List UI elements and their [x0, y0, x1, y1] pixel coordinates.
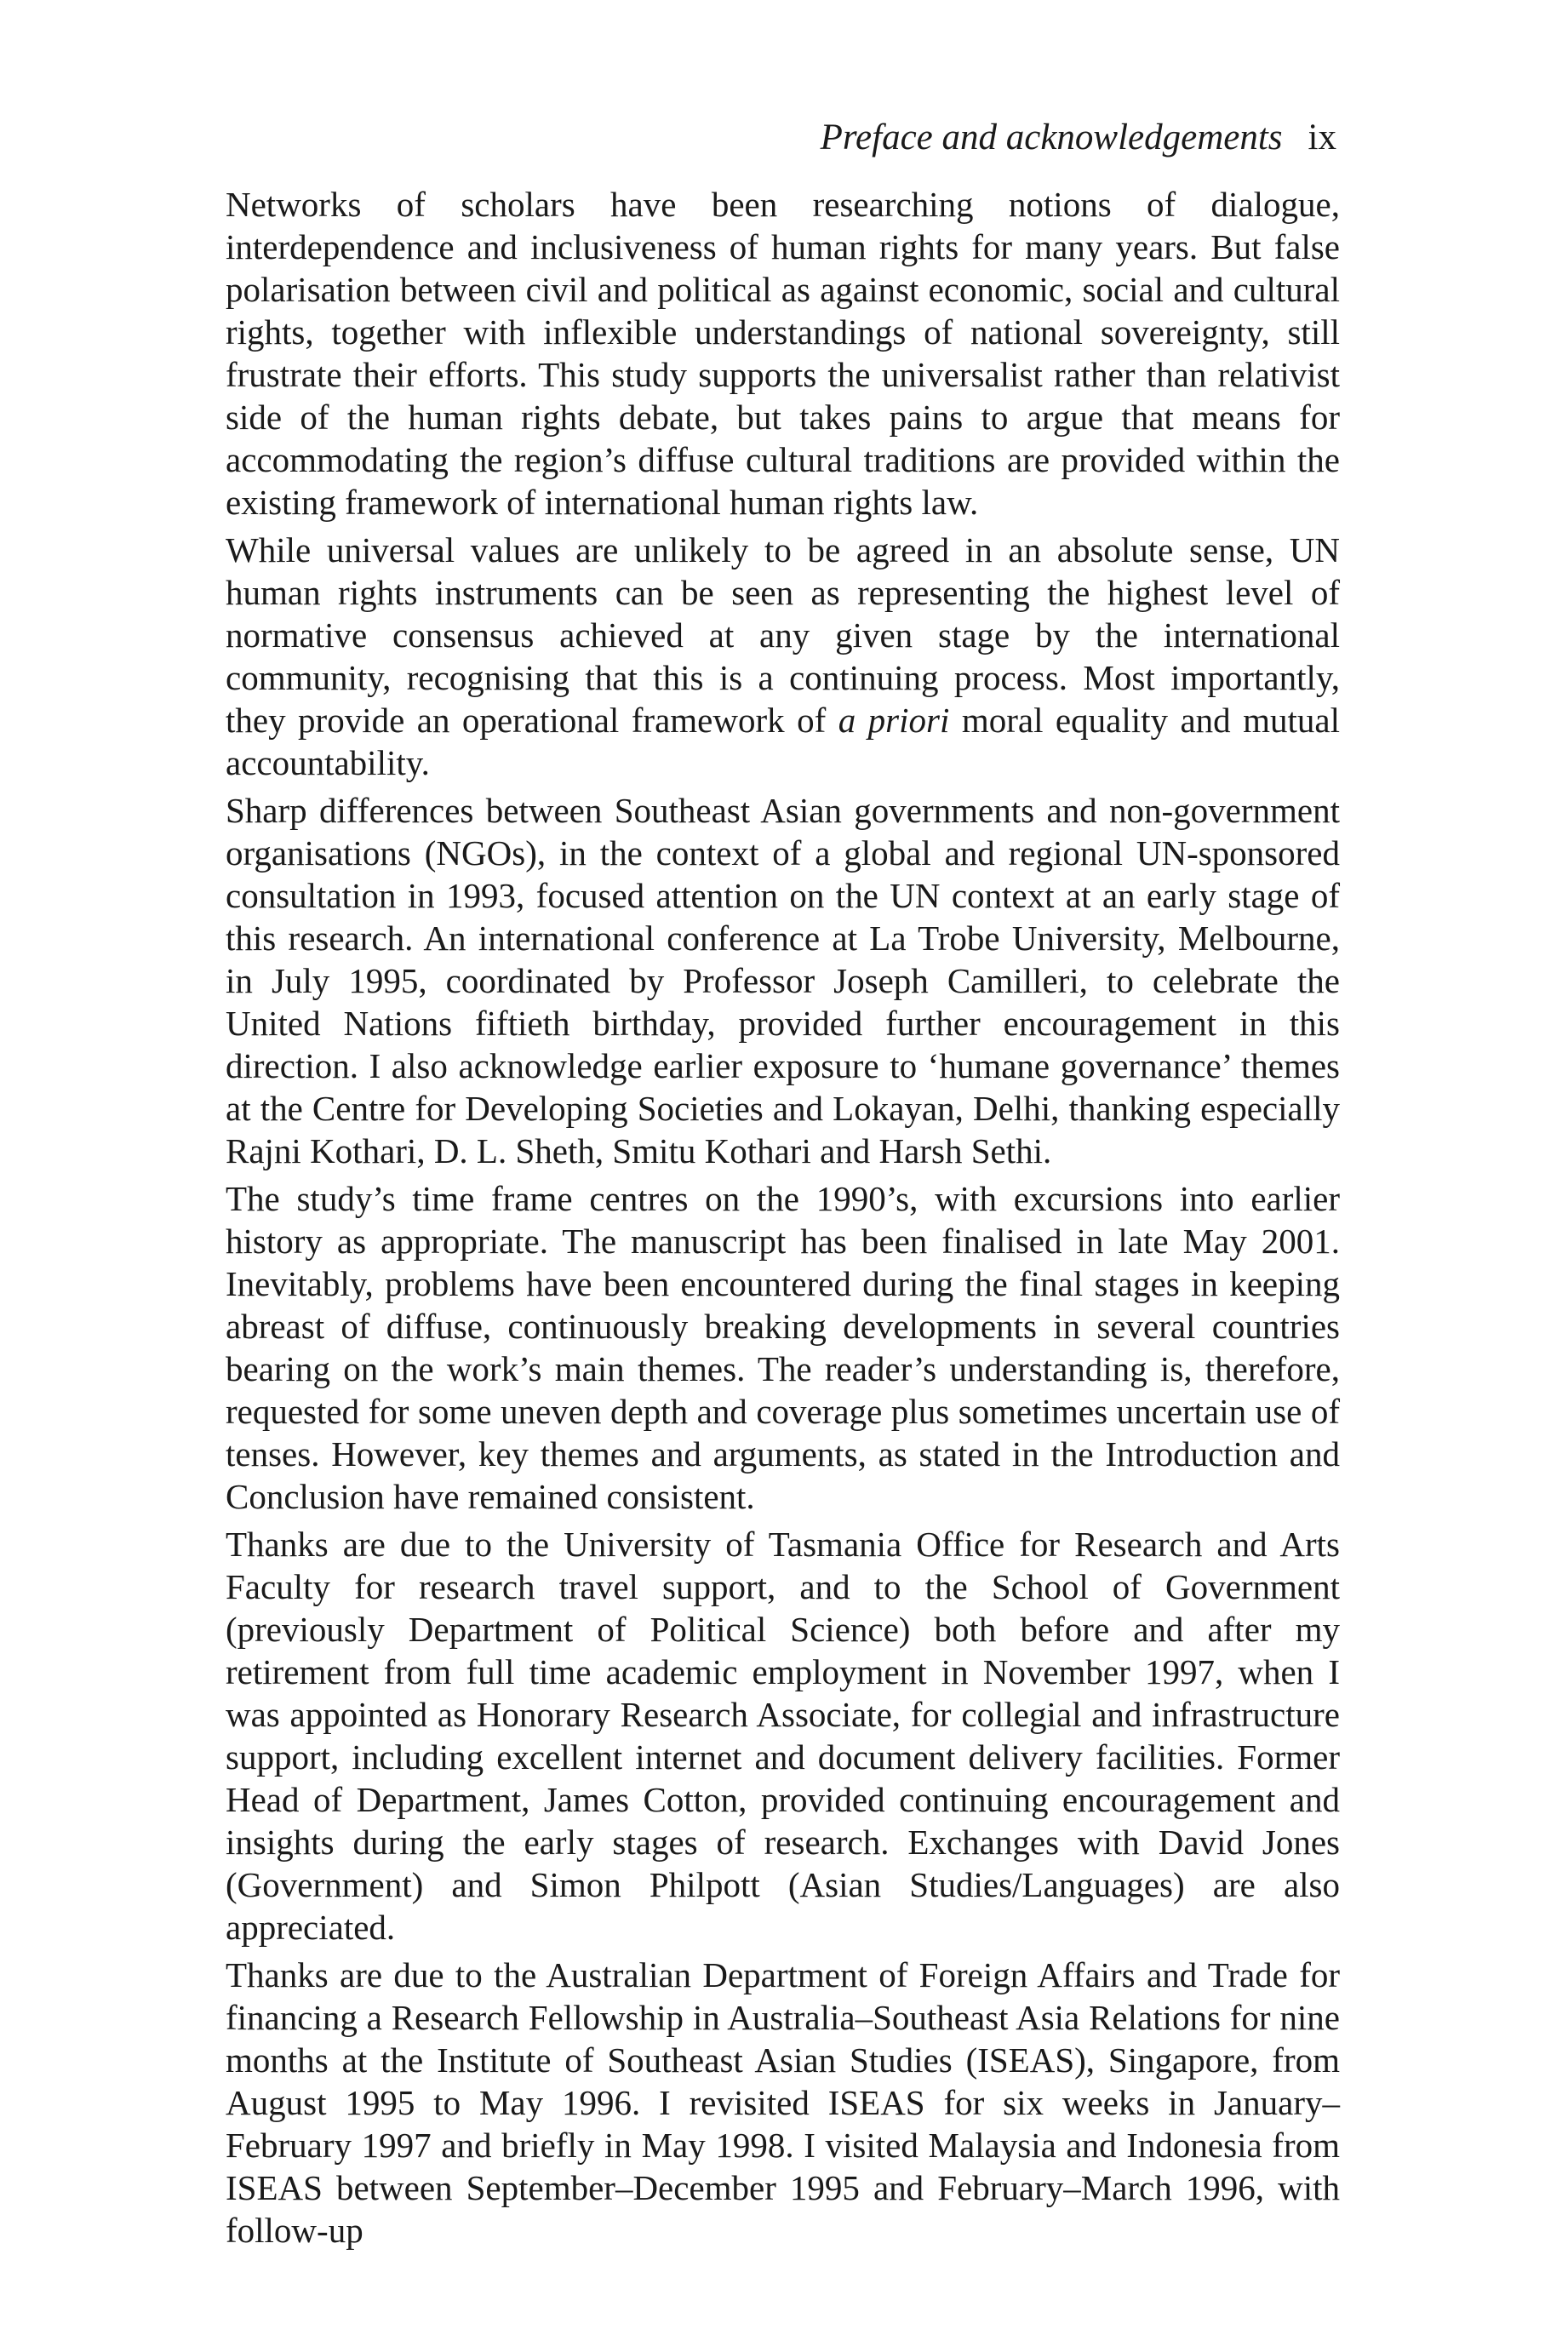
paragraph-4: The study’s time frame centres on the 1990’s, with excursions into earlier history as appropriate. The manuscript has been finalised in late May 2001. Inevitably, problems have been encountered during the final stages in keeping abreast of diffuse, continuously breaking developments in several countries bearing on the work’s main themes. The reader’s understanding is, therefore, requested for some uneven depth and coverage plus sometimes uncertain use of tenses. However, key themes and arguments, as stated in the Introduction and Conclusion have remained consistent.	[226, 1179, 1340, 1516]
paragraph-2-text-before: While universal values are unlikely to be agreed in an absolute sense, UN human rights instruments can be seen as representing the highest level of normative consensus achieved at any given stage by the international community, recognising that this is a continuing process. Most importantly, they provide an operational framework of	[226, 530, 1340, 740]
paragraph-2-text-after: moral equality and mutual accountability.	[226, 701, 1340, 782]
paragraph-2	[226, 529, 1340, 784]
running-head-title: Preface and acknowledgements	[820, 117, 1283, 157]
paragraph-3: Sharp differences between Southeast Asian governments and non-government organisations (NGOs), in the context of a global and regional UN-sponsored consultation in 1993, focused attention on the UN context at an early stage of this research. An international conference at La Trobe University, Melbourne, in July 1995, coordinated by Professor Joseph Camilleri, to celebrate the United Nations fiftieth birthday, provided further encouragement in this direction. I also acknowledge earlier exposure to ‘humane governance’ themes at the Centre for Developing Societies and Lokayan, Delhi, thanking especially Rajni Kothari, D. L. Sheth, Smitu Kothari and Harsh Sethi.	[226, 791, 1340, 1170]
paragraph-5: Thanks are due to the University of Tasmania Office for Research and Arts Faculty for research travel support, and to the School of Government (previously Department of Political Science) both before and after my retirement from full time academic employment in November 1997, when I was appointed as Honorary Research Associate, for collegial and infrastructure support, including excellent internet and document delivery facilities. Former Head of Department, James Cotton, provided continuing encouragement and insights during the early stages of research. Exchanges with David Jones (Government) and Simon Philpott (Asian Studies/Languages) are also appreciated.	[226, 1525, 1340, 1947]
paragraph-6: Thanks are due to the Australian Department of Foreign Affairs and Trade for financing a Research Fellowship in Australia–Southeast Asia Relations for nine months at the Institute of Southeast Asian Studies (ISEAS), Singapore, from August 1995 to May 1996. I revisited ISEAS for six weeks in January–February 1997 and briefly in May 1998. I visited Malaysia and Indonesia from ISEAS between September–December 1995 and February–March 1996, with follow-up	[226, 1955, 1340, 2250]
paragraph-1: Networks of scholars have been researching notions of dialogue, interdependence and inclusiveness of human rights for many years. But false polarisation between civil and political as against economic, social and cultural rights, together with inflexible understandings of national sovereignty, still frustrate their efforts. This study supports the universalist rather than relativist side of the human rights debate, but takes pains to argue that means for accommodating the region’s diffuse cultural traditions are provided within the existing framework of international human rights law.	[226, 185, 1340, 522]
body-text	[226, 183, 1340, 2257]
paragraph-2-italic-term: a priori	[838, 701, 950, 740]
page-number: ix	[1308, 117, 1336, 157]
running-head	[821, 116, 1336, 160]
